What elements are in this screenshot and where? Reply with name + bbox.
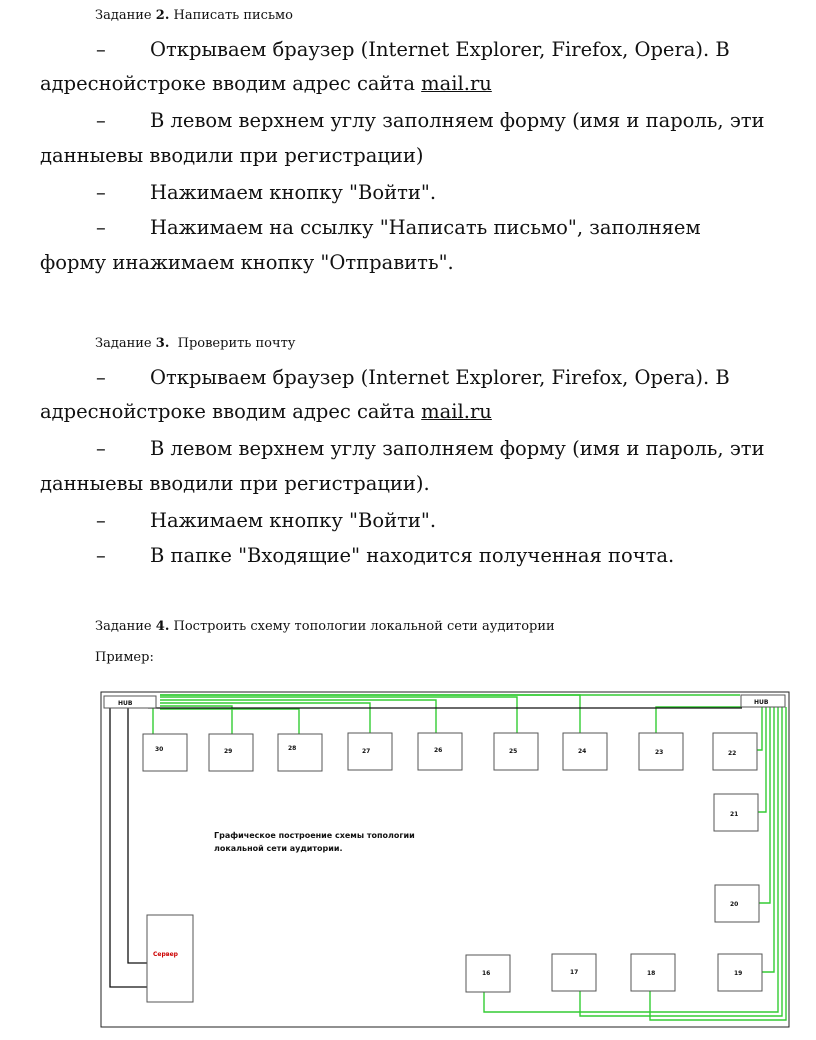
mail-ru-link[interactable]: mail.ru: [421, 400, 492, 423]
cable-server-1: [110, 708, 148, 987]
task4-title: Построить схему топологии локальной сети аудитории: [173, 619, 555, 634]
step-text: адреснойстроке вводим адрес сайта: [40, 400, 415, 423]
ws-label: 22: [728, 750, 737, 757]
hub-right-label: HUB: [754, 699, 769, 706]
workstation-20: [715, 885, 759, 922]
bullet-dash: –: [96, 366, 106, 389]
server-label: Сервер: [153, 951, 178, 958]
example-label: Пример:: [95, 650, 154, 665]
step-text: В левом верхнем углу заполняем форму (имя и пароль, эти: [150, 109, 765, 132]
step-text: В папке "Входящие" находится полученная почта.: [150, 544, 675, 567]
ws-label: 30: [155, 746, 164, 753]
workstation-18: [631, 954, 675, 991]
task2-title: Написать письмо: [173, 8, 293, 23]
workstation-19: [718, 954, 762, 991]
cable-23: [656, 707, 742, 733]
step-text: Нажимаем на ссылку "Написать письмо", заполняем: [150, 216, 701, 239]
step-text: Открываем браузер (Internet Explorer, Firefox, Opera). В: [150, 38, 730, 61]
bullet-dash: –: [96, 38, 106, 61]
ws-label: 21: [730, 811, 739, 818]
task3-label: Задание: [95, 336, 152, 351]
bullet-dash: –: [96, 216, 106, 239]
workstation-21: [714, 794, 758, 831]
diagram-caption-line2: локальной сети аудитории.: [214, 844, 343, 853]
ws-label: 25: [509, 748, 518, 755]
step-text: В левом верхнем углу заполняем форму (имя и пароль, эти: [150, 437, 765, 460]
step-text: Нажимаем кнопку "Войти".: [150, 509, 437, 532]
ws-label: 29: [224, 748, 233, 755]
workstation-16: [466, 955, 510, 992]
workstation-27: [348, 733, 392, 770]
step-text: форму инажимаем кнопку "Отправить".: [40, 251, 454, 274]
ws-label: 23: [655, 749, 664, 756]
task4-label: Задание: [95, 619, 152, 634]
workstation-23: [639, 733, 683, 770]
task2-number: 2.: [155, 8, 170, 23]
step-text: Открываем браузер (Internet Explorer, Firefox, Opera). В: [150, 366, 730, 389]
workstation-29: [209, 734, 253, 771]
task3-title: Проверить почту: [177, 336, 296, 351]
ws-label: 26: [434, 747, 443, 754]
ws-label: 18: [647, 970, 656, 977]
cable-29: [160, 706, 232, 735]
ws-label: 16: [482, 970, 491, 977]
step-text: Нажимаем кнопку "Войти".: [150, 181, 437, 204]
workstation-28: [278, 734, 322, 771]
workstation-30: [143, 734, 187, 771]
workstation-17: [552, 954, 596, 991]
step-text: данныевы вводили при регистрации).: [40, 472, 430, 495]
ws-label: 17: [570, 969, 579, 976]
ws-label: 24: [578, 748, 587, 755]
bullet-dash: –: [96, 109, 106, 132]
cable-19: [762, 707, 774, 972]
cable-26: [160, 700, 436, 733]
ws-label: 20: [730, 901, 739, 908]
bullet-dash: –: [96, 544, 106, 567]
task4-number: 4.: [155, 619, 170, 634]
cable-22: [757, 707, 762, 750]
step-text: адреснойстроке вводим адрес сайта: [40, 72, 415, 95]
server: [147, 915, 193, 1002]
workstation-22: [713, 733, 757, 770]
bullet-dash: –: [96, 181, 106, 204]
diagram-caption-line1: Графическое построение схемы топологии: [214, 831, 415, 840]
step-text: данныевы вводили при регистрации): [40, 144, 424, 167]
cable-20: [759, 707, 770, 903]
ws-label: 28: [288, 745, 297, 752]
cable-28: [160, 709, 299, 734]
ws-label: 27: [362, 748, 371, 755]
task2-label: Задание: [95, 8, 152, 23]
workstation-25: [494, 733, 538, 770]
task3-number: 3.: [155, 336, 170, 351]
workstation-24: [563, 733, 607, 770]
workstation-26: [418, 733, 462, 770]
hub-left-label: HUB: [118, 700, 133, 707]
bullet-dash: –: [96, 437, 106, 460]
hub-right: [741, 695, 785, 707]
bullet-dash: –: [96, 509, 106, 532]
ws-label: 19: [734, 970, 743, 977]
mail-ru-link[interactable]: mail.ru: [421, 72, 492, 95]
hub-left: [104, 696, 156, 708]
